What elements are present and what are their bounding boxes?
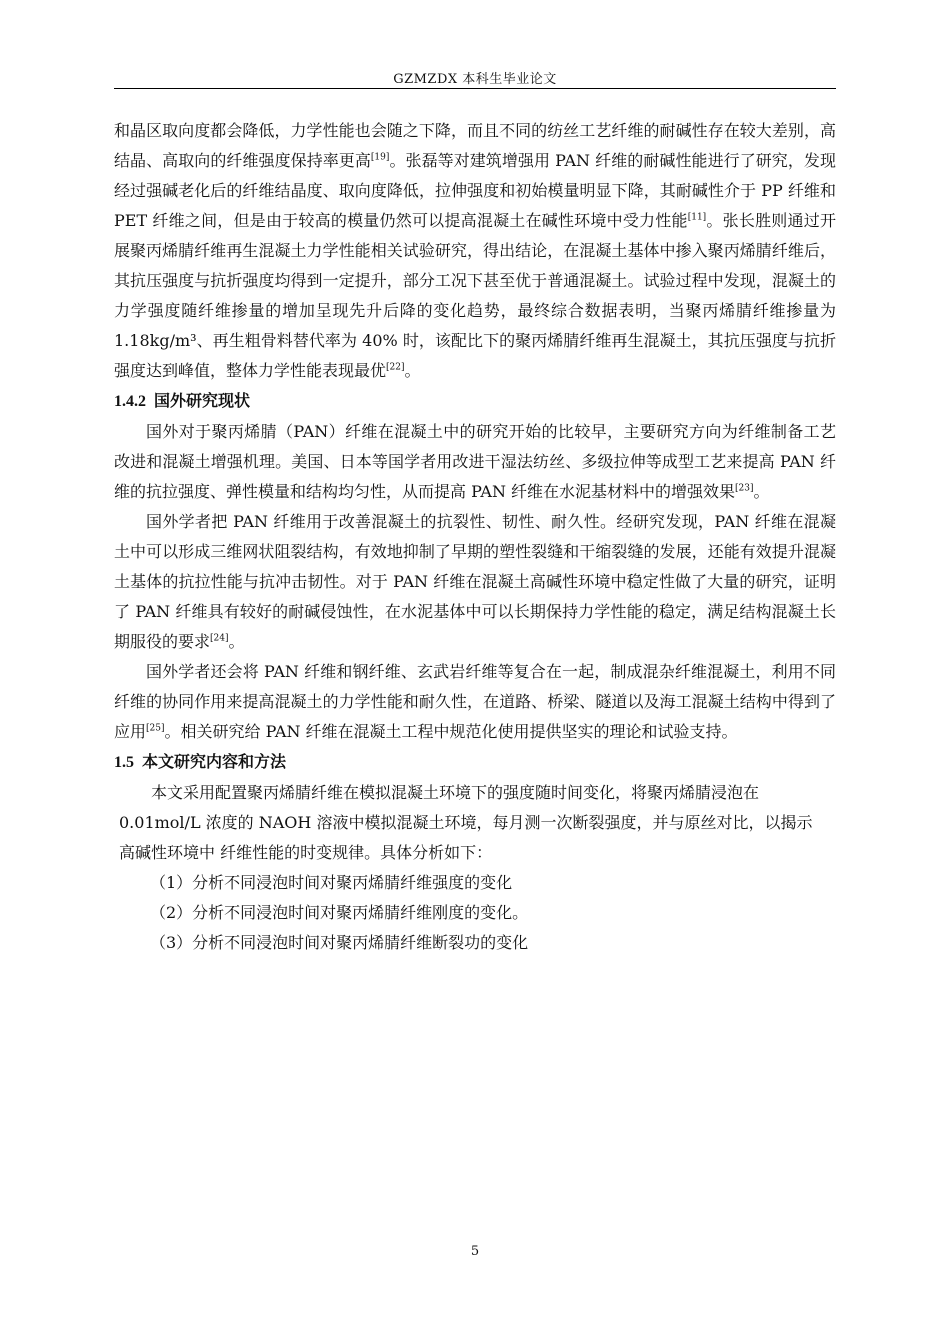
citation: [24] [210,633,229,644]
paragraph-alkali-resistance [114,116,836,386]
text-run: 。 [228,632,245,651]
section-heading-1-5 [114,747,836,778]
section-number: 1.5 [114,754,134,771]
paragraph-foreign-research-1 [114,417,836,507]
citation: [19] [370,152,390,163]
page-header: GZMZDX 本科生毕业论文 [393,72,557,87]
list-item: （2）分析不同浸泡时间对聚丙烯腈纤维刚度的变化。 [150,903,529,922]
list-item: （3）分析不同浸泡时间对聚丙烯腈纤维断裂功的变化 [150,933,529,952]
text-run: 国外学者还会将 PAN 纤维和钢纤维、玄武岩纤维等复合在一起，制成混杂纤维混凝土，利用不同纤维的协同作用来提高混凝土的力学性能和耐久性，在道路、桥梁、隧道以及海工混凝土结构中得到了应用 [114,662,836,741]
paragraph-foreign-research-2 [114,507,836,657]
section-title: 国外研究现状 [154,391,251,410]
list-item: （1）分析不同浸泡时间对聚丙烯腈纤维强度的变化 [150,873,513,892]
page-number: 5 [470,1244,480,1259]
text-run: 国外学者把 PAN 纤维用于改善混凝土的抗裂性、韧性、耐久性。经研究发现，PAN 纤维在混凝土中可以形成三维网状阻裂结构，有效地抑制了早期的塑性裂缝和干缩裂缝的发展，还能有效提升混凝土基体的抗拉性能与抗冲击韧性。对于 PAN 纤维在混凝土高碱性环境中稳定性做了大量的研究，证明了 PAN 纤维具有较好的耐碱侵蚀性，在水泥基体中可以长期保持力学性能的稳定，满足结构混凝土长期服役的要求 [114,512,836,651]
text-run: 。 [753,482,770,501]
text-run: 国外对于聚丙烯腈（PAN）纤维在混凝土中的研究开始的比较早，主要研究方向为纤维制备工艺改进和混凝土增强机理。美国、日本等国学者用改进干湿法纺丝、多级拉伸等成型工艺来提高 PAN 纤维的抗拉强度、弹性模量和结构均匀性，从而提高 PAN 纤维在水泥基材料中的增强效果 [114,422,836,501]
text-run: 。张磊等对建筑增强用 PAN 纤维的耐碱性能进行了研究，发现经过强碱老化后的纤维结晶度、取向度降低，拉伸强度和初始模量明显下降，其耐碱性介于 PP 纤维和 PET 纤维之间，但是由于较高的模量仍然可以提高混凝土在碱性环境中受力性能 [114,151,836,230]
citation: [25] [146,723,165,734]
citation: [22] [386,362,405,373]
section-number: 1.4.2 [114,393,146,410]
section-title: 本文研究内容和方法 [142,752,287,771]
body-content [114,116,836,958]
paragraph-foreign-research-3 [114,657,836,747]
text-run: 。张长胜则通过开展聚丙烯腈纤维再生混凝土力学性能相关试验研究，得出结论，在混凝土基体中掺入聚丙烯腈纤维后，其抗压强度与抗折强度均得到一定提升，部分工况下甚至优于普通混凝土。试验过程中发现，混凝土的力学强度随纤维掺量的增加呈现先升后降的变化趋势，最终综合数据表明，当聚丙烯腈纤维掺量为 1.18kg/m³、再生粗骨料替代率为 40% 时，该配比下的聚丙烯腈纤维再生混凝土，其抗压强度与抗折强度达到峰值，整体力学性能表现最优 [114,211,836,380]
text-run: 。 [404,361,421,380]
section-heading-1-4-2 [114,386,836,417]
paragraph-research-content: 本文采用配置聚丙烯腈纤维在模拟混凝土环境下的强度随时间变化，将聚丙烯腈浸泡在 0.01mol/L 浓度的 NAOH 溶液中模拟混凝土环境，每月测一次断裂强度，并与原丝对比，以揭示高碱性环境中 纤维性能的时变规律。具体分析如下： [119,783,813,862]
header-rule [114,88,836,89]
text-run: 和晶区取向度都会降低，力学性能也会随之下降，而且不同的纺丝工艺纤维的耐碱性存在较大差别，高结晶、高取向的纤维强度保持率更高 [114,121,836,170]
citation: [11] [687,212,707,223]
text-run: 。相关研究给 PAN 纤维在混凝土工程中规范化使用提供坚实的理论和试验支持。 [164,722,738,741]
citation: [23] [735,483,754,494]
